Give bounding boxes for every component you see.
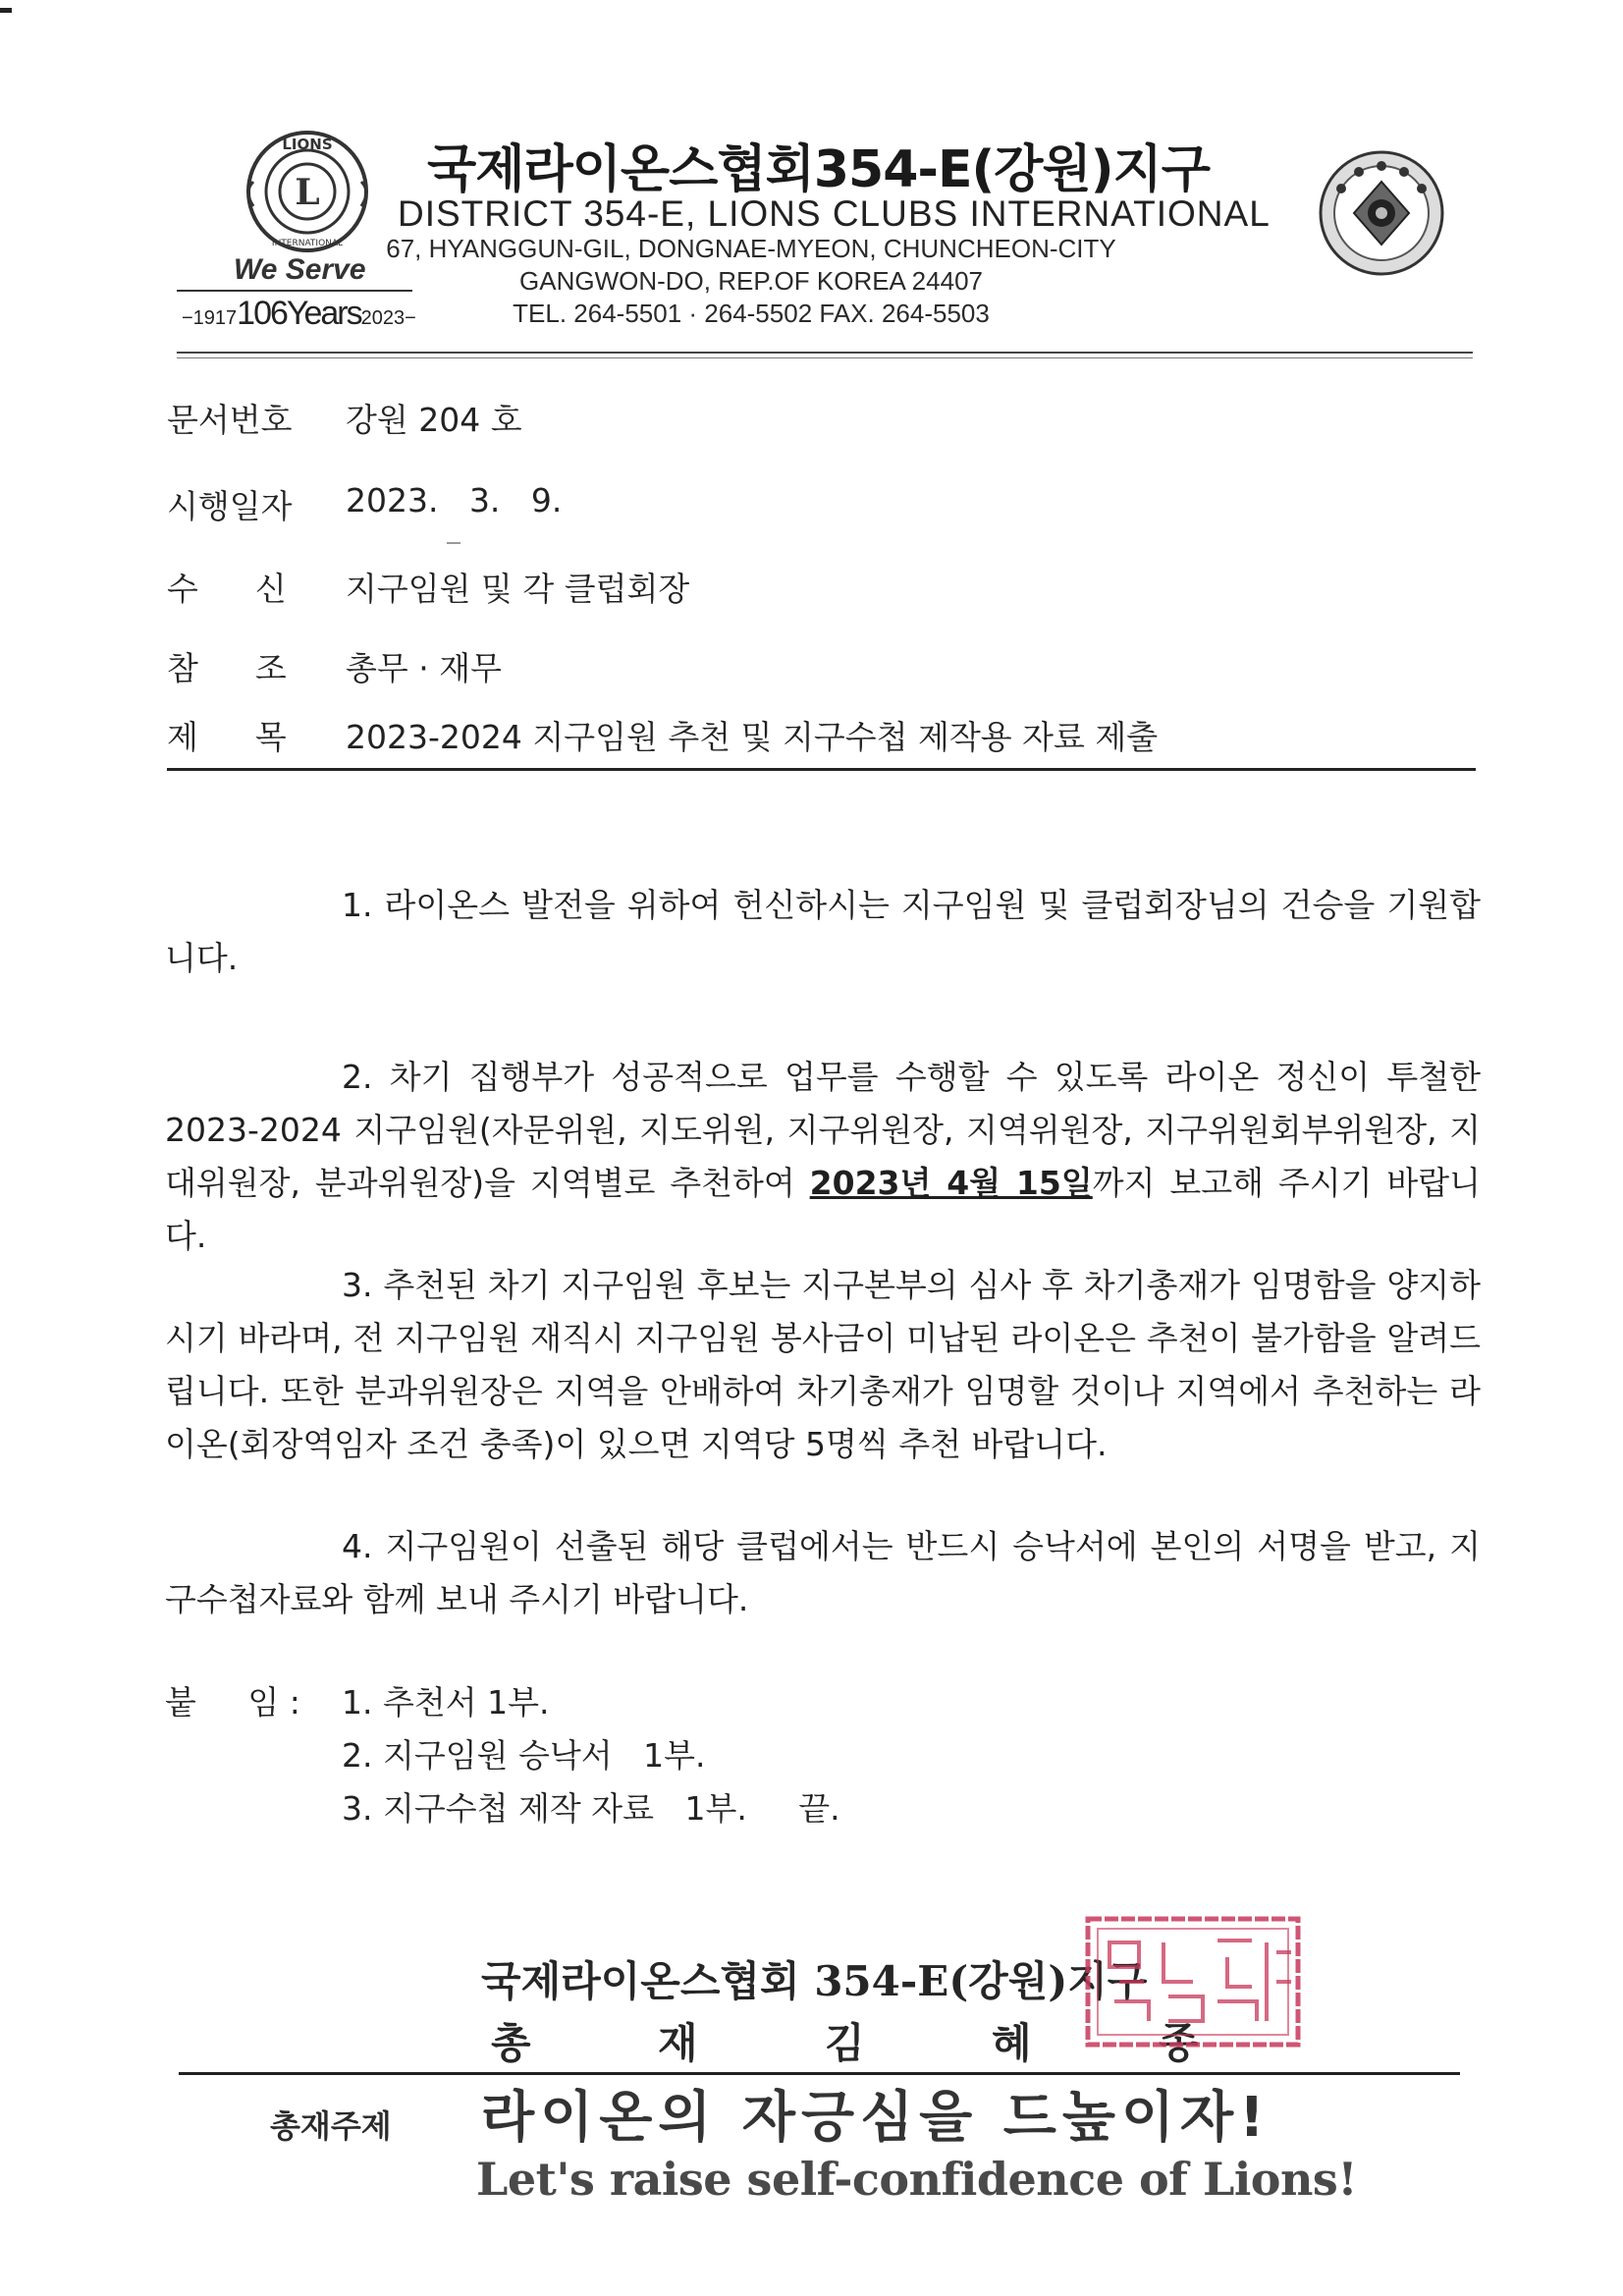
motto-korean: 라이온의 자긍심을 드높이자! bbox=[481, 2086, 1271, 2150]
reference-label: 참조 bbox=[167, 649, 344, 687]
doc-number-value: 강원 204 호 bbox=[346, 401, 522, 439]
recipient-value: 지구임원 및 각 클럽회장 bbox=[346, 570, 690, 608]
logo-text-top: LIONS bbox=[282, 136, 333, 153]
date-label: 시행일자 bbox=[167, 487, 293, 525]
logo-letter: L bbox=[295, 172, 320, 213]
paragraph-1-text: 1. 라이온스 발전을 위하여 헌신하시는 지구임원 및 클럽회장님의 건승을 기원합니다. bbox=[165, 886, 1481, 977]
contact-line: TEL. 264-5501 · 264-5502 FAX. 264-5503 bbox=[513, 299, 990, 328]
paragraph-4 bbox=[165, 1520, 1481, 1626]
paragraph-3-text: 3. 추천된 차기 지구임원 후보는 지구본부의 심사 후 차기총재가 임명함을 양지하시기 바라며, 전 지구임원 재직시 지구임원 봉사금이 미납된 라이온은 추천이 불가함을 알려드립니다. 또한 분과위원장은 지역을 안배하여 차기총재가 임명할 것이나 지역에서 추천하는 라이온(회장역임자 조건 충족)이 있으면 지역당 5명씩 추천 바랍니다. bbox=[165, 1266, 1481, 1463]
subject-value: 2023-2024 지구임원 추천 및 지구수첩 제작용 자료 제출 bbox=[346, 718, 1159, 756]
header-rule bbox=[177, 352, 1473, 354]
address-line-2: GANGWON-DO, REP.OF KOREA 24407 bbox=[519, 266, 983, 296]
motto-english: Let's raise self-confidence of Lions! bbox=[476, 2153, 1358, 2206]
paragraph-3 bbox=[165, 1259, 1481, 1471]
paragraph-2-text-a: 2. 차기 집행부가 성공적으로 업무를 수행할 수 있도록 라이온 정신이 투철한 2023-2024 지구임원(자문위원, 지도위원, 지구위원장, 지역위원장, 지구위원회부위원장, 지대위원장, 분과위원장)을 지역별로 추천하여 bbox=[165, 1058, 1481, 1202]
header-rule-thin bbox=[177, 357, 1473, 358]
signature-char: 총 bbox=[491, 2019, 531, 2067]
motto-label: 총재주제 bbox=[270, 2107, 392, 2145]
org-name-english: DISTRICT 354-E, LIONS CLUBS INTERNATIONAL bbox=[398, 193, 1271, 234]
attachment-item: 3. 지구수첩 제작 자료 1부. 끝. bbox=[342, 1789, 840, 1828]
signature-char: 혜 bbox=[992, 2019, 1032, 2067]
recipient-label: 수신 bbox=[167, 570, 344, 608]
district-emblem-icon bbox=[1316, 147, 1448, 280]
deadline-date: 2023년 4월 15일 bbox=[809, 1164, 1093, 1202]
subject-rule bbox=[167, 768, 1476, 771]
reference-value: 총무 · 재무 bbox=[346, 649, 502, 687]
attachment-item: 2. 지구임원 승낙서 1부. bbox=[342, 1736, 706, 1775]
attachment-item: 1. 추천서 1부. bbox=[342, 1683, 550, 1722]
years-suffix: 2023− bbox=[360, 307, 416, 329]
paragraph-1 bbox=[165, 879, 1481, 985]
official-seal-icon bbox=[1080, 1913, 1306, 2050]
subject-label: 제목 bbox=[167, 718, 344, 756]
logo-text-bottom: INTERNATIONAL bbox=[271, 239, 344, 248]
address-line-1: 67, HYANGGUN-GIL, DONGNAE-MYEON, CHUNCHEON-CITY bbox=[386, 234, 1116, 263]
signature-char: 종 bbox=[1159, 2019, 1199, 2067]
paragraph-2-text-b: 까지 보고해 주시기 바랍니다. bbox=[165, 1164, 1481, 1255]
scan-mark bbox=[0, 8, 12, 13]
signature-char: 김 bbox=[825, 2019, 865, 2067]
signature-char: 재 bbox=[658, 2019, 698, 2067]
paragraph-4-text: 4. 지구임원이 선출된 해당 클럽에서는 반드시 승낙서에 본인의 서명을 받고, 지구수첩자료와 함께 보내 주시기 바랍니다. bbox=[165, 1527, 1481, 1618]
years-main: 106Years bbox=[237, 295, 361, 332]
years-prefix: −1917 bbox=[182, 307, 238, 329]
scan-speck bbox=[447, 542, 460, 544]
date-value: 2023. 3. 9. bbox=[346, 481, 563, 519]
signature-org: 국제라이온스협회 354-E(강원)지구 bbox=[481, 1957, 1148, 2005]
we-serve-tagline: We Serve bbox=[234, 253, 366, 286]
paragraph-2 bbox=[165, 1051, 1481, 1263]
doc-number-label: 문서번호 bbox=[167, 401, 293, 439]
attachments-label: 붙 임 : bbox=[165, 1683, 300, 1722]
org-name-korean: 국제라이온스협회354-E(강원)지구 bbox=[427, 140, 1210, 199]
